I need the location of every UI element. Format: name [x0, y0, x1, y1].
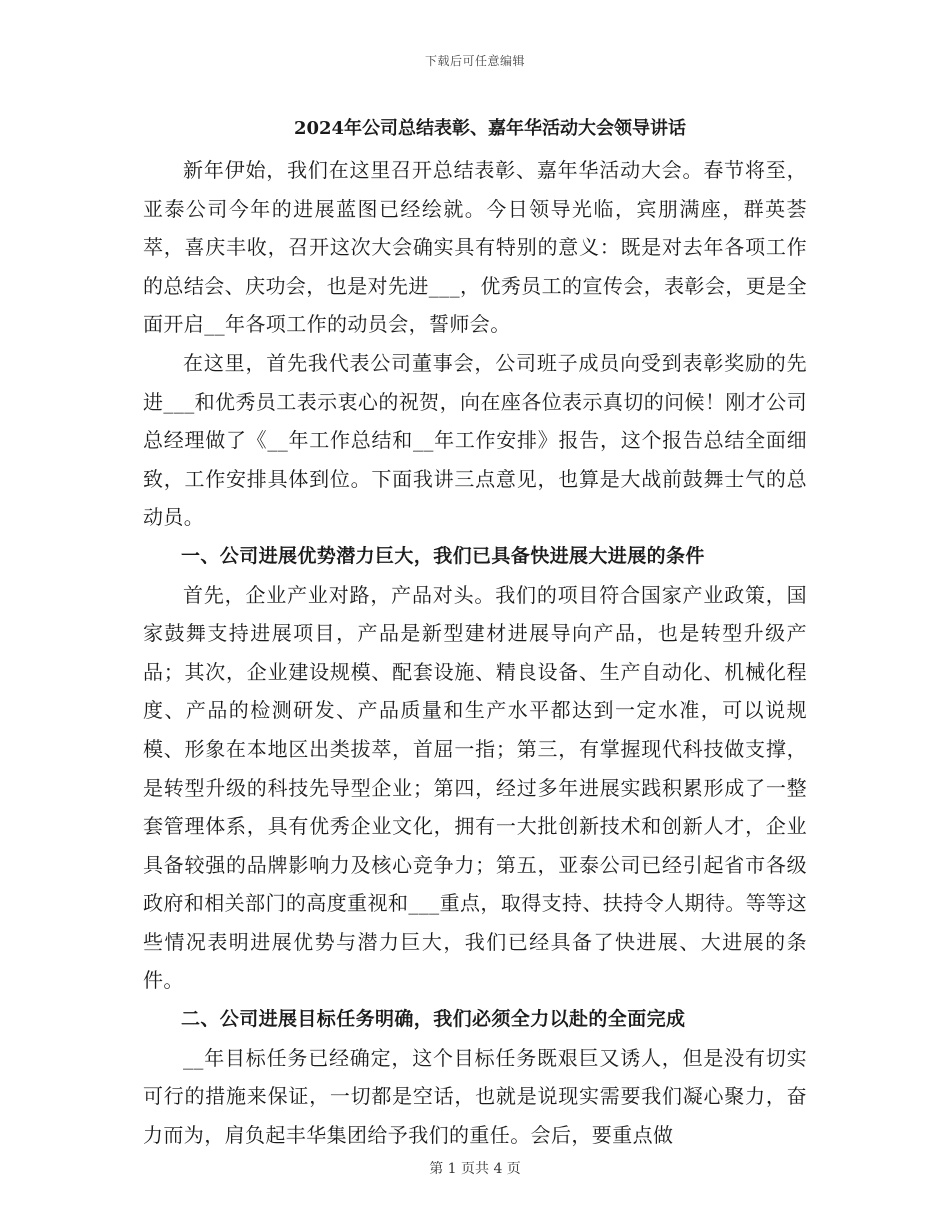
- section-1-paragraph: 首先，企业产业对路，产品对头。我们的项目符合国家产业政策，国家鼓舞支持进展项目，产品是新型建材进展导向产品，也是转型升级产品；其次，企业建设规模、配套设施、精良设备、生产自动化、机械化程度、产品的检测研发、产品质量和生产水平都达到一定水准，可以说规模、形象在本地区出类拔萃，首屈一指；第三，有掌握现代科技做支撑，是转型升级的科技先导型企业；第四，经过多年进展实践积累形成了一整套管理体系，具有优秀企业文化，拥有一大批创新技术和创新人才，企业具备较强的品牌影响力及核心竞争力；第五，亚泰公司已经引起省市各级政府和相关部门的高度重视和___重点，取得支持、扶持令人期待。等等这些情况表明进展优势与潜力巨大，我们已经具备了快进展、大进展的条件。: [143, 582, 807, 993]
- paragraph-opening: 新年伊始，我们在这里召开总结表彰、嘉年华活动大会。春节将至，亚泰公司今年的进展蓝图已经绘就。今日领导光临，宾朋满座，群英荟萃，喜庆丰收，召开这次大会确实具有特别的意义：既是对去年各项工作的总结会、庆功会，也是对先进___，优秀员工的宣传会，表彰会，更是全面开启__年各项工作的动员会，誓师会。: [143, 158, 807, 337]
- page-number-footer: 第 1 页共 4 页: [429, 1161, 521, 1177]
- section-heading-2: 二、公司进展目标任务明确，我们必须全力以赴的全面完成: [181, 1008, 686, 1031]
- document-title: 2024年公司总结表彰、嘉年华活动大会领导讲话: [293, 118, 687, 139]
- page-header-note: 下载后可任意编辑: [424, 54, 525, 68]
- section-heading-1: 一、公司进展优势潜力巨大，我们已具备快进展大进展的条件: [181, 544, 705, 567]
- document-body: [143, 115, 807, 1154]
- section-2-paragraph: __年目标任务已经确定，这个目标任务既艰巨又诱人，但是没有切实可行的措施来保证，一切都是空话，也就是说现实需要我们凝心聚力，奋力而为，肩负起丰华集团给予我们的重任。会后，要重点做: [143, 1045, 807, 1147]
- paragraph-greeting: 在这里，首先我代表公司董事会，公司班子成员向受到表彰奖励的先进___和优秀员工表示衷心的祝贺，向在座各位表示真切的问候！刚才公司总经理做了《__年工作总结和__年工作安排》报告，这个报告总结全面细致，工作安排具体到位。下面我讲三点意见，也算是大战前鼓舞士气的总动员。: [143, 350, 807, 530]
